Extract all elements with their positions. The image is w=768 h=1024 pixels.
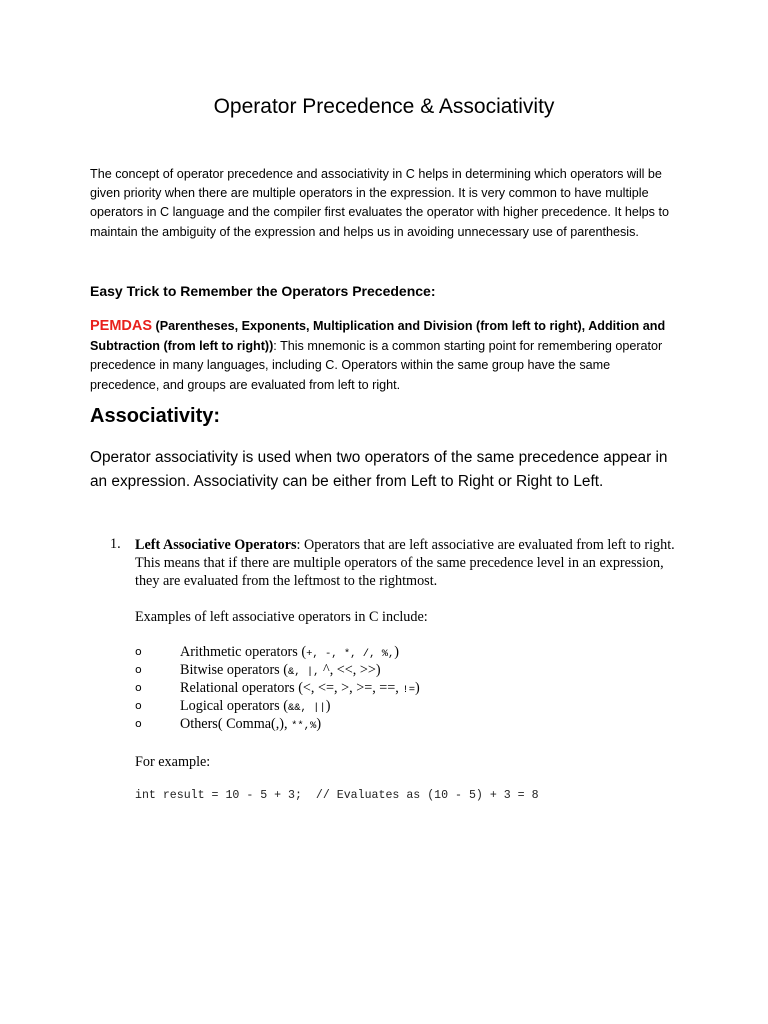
bullet-suffix: ^, <<, >>) <box>319 662 381 678</box>
list-item <box>135 697 675 715</box>
list-item <box>135 643 675 661</box>
bullet-text: Bitwise operators ( <box>180 662 288 678</box>
bullet-suffix: ) <box>394 644 400 660</box>
pemdas-label: PEMDAS <box>90 318 153 334</box>
list-item-body <box>135 536 675 590</box>
list-item <box>135 679 675 697</box>
list-item-term: Left Associative Operators <box>135 537 297 553</box>
bullet-circle-icon: o <box>135 717 142 730</box>
for-example-label: For example: <box>135 754 211 770</box>
bullet-text: Arithmetic operators ( <box>180 644 307 660</box>
code-example: int result = 10 - 5 + 3; // Evaluates as (10 - 5) + 3 = 8 <box>135 789 539 802</box>
bullet-circle-icon: o <box>135 681 142 694</box>
bullet-operators: &&, || <box>287 702 326 714</box>
list-item-description: : Operators that are left associative are evaluated from left to right. This means that if there are multiple operators of the same precedence level in an expression, they are evaluated from the leftmost to the rightmost. <box>135 537 675 589</box>
page-title: Operator Precedence & Associativity <box>213 95 555 118</box>
pemdas-paragraph <box>90 317 680 395</box>
bullet-operators: **,% <box>291 720 317 732</box>
associativity-heading: Associativity: <box>90 405 221 427</box>
associativity-paragraph: Operator associativity is used when two operators of the same precedence appear in an expression. Associativity can be either from Left to Right or Right to Left. <box>90 449 668 490</box>
list-item <box>135 715 675 733</box>
bullet-suffix: ) <box>325 698 331 714</box>
bullet-text: Others( Comma(,), <box>180 716 292 732</box>
bullet-operators: != <box>402 684 416 696</box>
bullet-text: Relational operators (<, <=, >, >=, ==, <box>180 680 403 696</box>
operator-bullet-list <box>135 643 675 733</box>
bullet-operators: +, -, *, /, %, <box>306 648 395 660</box>
bullet-circle-icon: o <box>135 663 142 676</box>
bullet-circle-icon: o <box>135 645 142 658</box>
list-number: 1. <box>110 536 121 552</box>
list-item <box>135 661 675 679</box>
pemdas-expansion: (Parentheses, Exponents, Multiplication and Division (from left to right), Addition and Subtraction (from left to right)) <box>90 319 666 353</box>
bullet-text: Logical operators ( <box>180 698 288 714</box>
bullet-suffix: ) <box>415 680 420 696</box>
trick-heading: Easy Trick to Remember the Operators Precedence: <box>90 283 436 299</box>
bullet-circle-icon: o <box>135 699 142 712</box>
bullet-operators: &, |, <box>287 666 320 678</box>
intro-paragraph: The concept of operator precedence and associativity in C helps in determining which operators will be given priority when there are multiple operators in the expression. It is very common to have multiple operators in C language and the compiler first evaluates the operator with higher precedence. It helps to maintain the ambiguity of the expression and helps us in avoiding unnecessary use of parenthesis. <box>90 167 669 239</box>
examples-intro: Examples of left associative operators in C include: <box>135 609 428 625</box>
bullet-suffix: ) <box>316 716 322 732</box>
pemdas-text: : This mnemonic is a common starting point for remembering operator precedence in many languages, including C. Operators within the same group have the same precedence, and groups are evaluated from left to right. <box>90 338 663 392</box>
